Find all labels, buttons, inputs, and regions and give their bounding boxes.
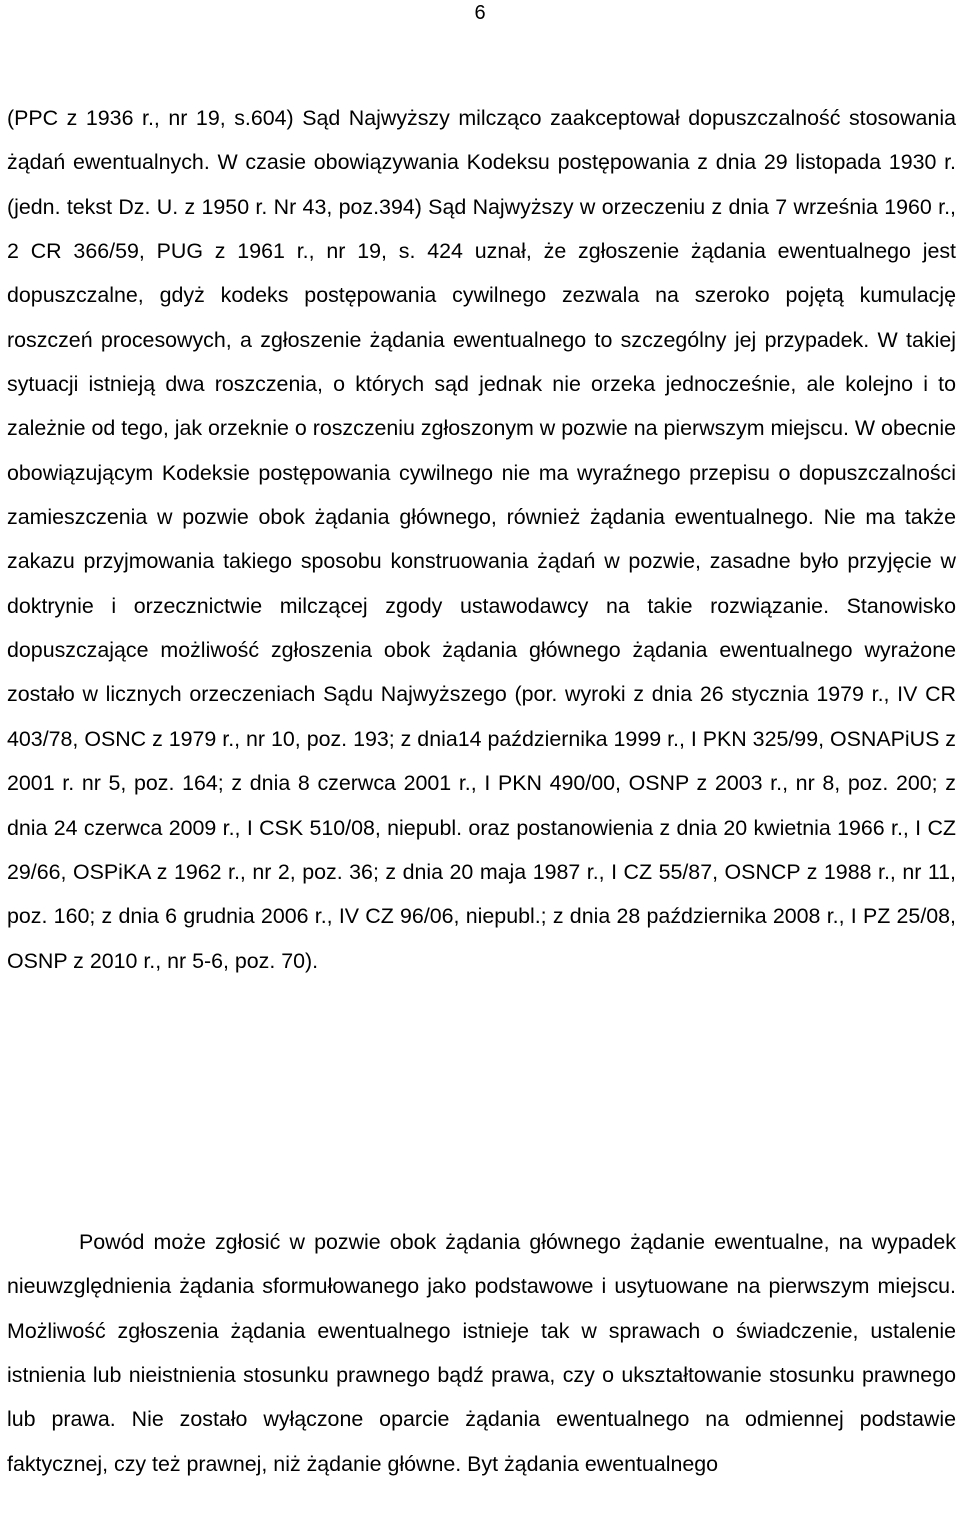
page-number: 6 (474, 2, 486, 24)
paragraph-1: (PPC z 1936 r., nr 19, s.604) Sąd Najwyższy milcząco zaakceptował dopuszczalność stosowania żądań ewentualnych. W czasie obowiązywania Kodeksu postępowania z dnia 29 listopada 1930 r. (jedn. tekst Dz. U. z 1950 r. Nr 43, poz.394) Sąd Najwyższy w orzeczeniu z dnia 7 września 1960 r., 2 CR 366/59, PUG z 1961 r., nr 19, s. 424 uznał, że zgłoszenie żądania ewentualnego jest dopuszczalne, gdyż kodeks postępowania cywilnego zezwala na szeroko pojętą kumulację roszczeń procesowych, a zgłoszenie żądania ewentualnego to szczególny jej przypadek. W takiej sytuacji istnieją dwa roszczenia, o których sąd jednak nie orzeka jednocześnie, ale kolejno i to zależnie od tego, jak orzeknie o roszczeniu zgłoszonym w pozwie na pierwszym miejscu. W obecnie obowiązującym Kodeksie postępowania cywilnego nie ma wyraźnego przepisu o dopuszczalności zamieszczenia w pozwie obok żądania głównego, również żądania ewentualnego. Nie ma także zakazu przyjmowania takiego sposobu konstruowania żądań w pozwie, zasadne było przyjęcie w doktrynie i orzecznictwie milczącej zgody ustawodawcy na takie rozwiązanie. Stanowisko dopuszczające możliwość zgłoszenia obok żądania głównego żądania ewentualnego wyrażone zostało w licznych orzeczeniach Sądu Najwyższego (por. wyroki z dnia 26 stycznia 1979 r., IV CR 403/78, OSNC z 1979 r., nr 10, poz. 193; z dnia14 października 1999 r., I PKN 325/99, OSNAPiUS z 2001 r. nr 5, poz. 164; z dnia 8 czerwca 2001 r., I PKN 490/00, OSNP z 2003 r., nr 8, poz. 200; z dnia 24 czerwca 2009 r., I CSK 510/08, niepubl. oraz postanowienia z dnia 20 kwietnia 1966 r., I CZ 29/66, OSPiKA z 1962 r., nr 2, poz. 36; z dnia 20 maja 1987 r., I CZ 55/87, OSNCP z 1988 r., nr 11, poz. 160; z dnia 6 grudnia 2006 r., IV CZ 96/06, niepubl.; z dnia 28 października 2008 r., I PZ 25/08, OSNP z 2010 r., nr 5-6, poz. 70). (7, 106, 956, 973)
paragraph-2: Powód może zgłosić w pozwie obok żądania głównego żądanie ewentualne, na wypadek nieuwzględnienia żądania sformułowanego jako podstawowe i usytuowane na pierwszym miejscu. Możliwość zgłoszenia żądania ewentualnego istnieje tak w sprawach o świadczenie, ustalenie istnienia lub nieistnienia stosunku prawnego bądź prawa, czy o ukształtowanie stosunku prawnego lub prawa. Nie zostało wyłączone oparcie żądania ewentualnego na odmiennej podstawie faktycznej, czy też prawnej, niż żądanie główne. Byt żądania ewentualnego (7, 1230, 956, 1476)
